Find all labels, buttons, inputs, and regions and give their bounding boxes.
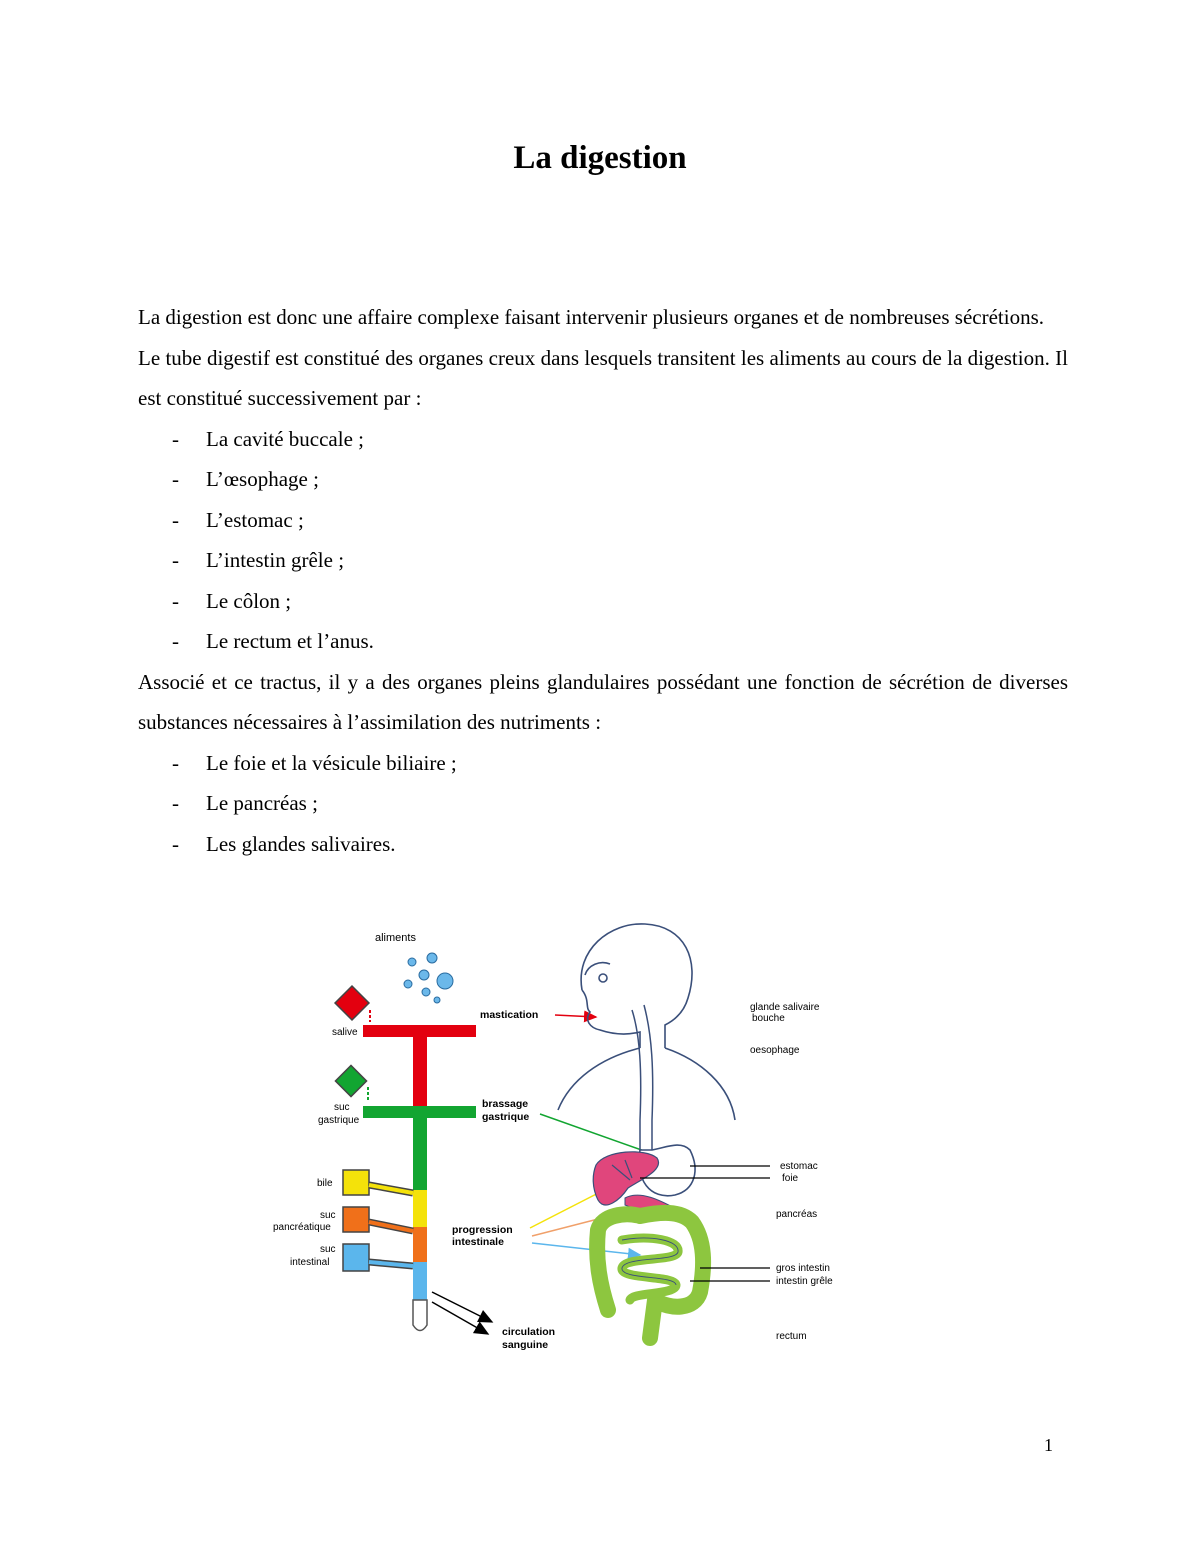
label-suc-pancreatique-2: pancréatique — [273, 1222, 331, 1233]
pointer-lines — [640, 1166, 770, 1281]
label-bouche: bouche — [752, 1013, 785, 1024]
page-number: 1 — [1044, 1435, 1053, 1455]
list-item: - Le foie et la vésicule biliaire ; — [172, 750, 457, 775]
label-bile: bile — [317, 1178, 333, 1189]
glands-paragraph: Associé et ce tractus, il y a des organes pleins glandulaires possédant une fonction de sécrétion de diverses substances nécessaires à l’assimilation des nutriments : — [138, 669, 1068, 734]
label-brassage-2: gastrique — [482, 1111, 530, 1123]
list-item: - L’estomac ; — [172, 507, 304, 532]
oesophagus-shape — [632, 1010, 641, 1160]
label-brassage-1: brassage — [482, 1098, 529, 1110]
list-item: - Le pancréas ; — [172, 791, 318, 815]
label-suc-gastrique-1: suc — [334, 1102, 350, 1113]
label-mastication: mastication — [480, 1009, 539, 1021]
label-foie: foie — [782, 1173, 799, 1184]
document-body — [138, 297, 1068, 864]
list-item: - La cavité buccale ; — [172, 426, 364, 451]
liver-shape — [593, 1152, 658, 1205]
label-circulation-1: circulation — [502, 1326, 556, 1338]
digestive-tube — [363, 1025, 476, 1331]
salive-gland — [335, 986, 370, 1022]
label-glande-salivaire: glande salivaire — [750, 1002, 820, 1013]
tube-digestif-list — [138, 419, 1068, 662]
label-suc-pancreatique-1: suc — [320, 1210, 336, 1221]
list-item: - Le rectum et l’anus. — [172, 629, 374, 653]
small-intestine-shape — [622, 1238, 678, 1300]
food-particles — [404, 953, 453, 1003]
large-intestine-shape — [597, 1213, 703, 1338]
label-circulation-2: sanguine — [502, 1339, 549, 1351]
list-item: - L’intestin grêle ; — [172, 548, 345, 572]
label-progression-2: intestinale — [452, 1236, 504, 1248]
diagram-arrows — [432, 1015, 678, 1334]
stomach-shape — [639, 1145, 695, 1196]
label-progression-1: progression — [452, 1224, 513, 1236]
list-item: - Le côlon ; — [172, 588, 292, 613]
gastric-gland — [335, 1065, 368, 1102]
glands-list — [138, 743, 1068, 865]
intro-paragraph-1: La digestion est donc une affaire complexe faisant intervenir plusieurs organes et de nombreuses sécrétions. — [138, 305, 1045, 329]
label-suc-intestinal-2: intestinal — [290, 1257, 330, 1268]
intestinal-container — [343, 1244, 413, 1271]
label-rectum: rectum — [776, 1331, 807, 1342]
pancreatic-container — [343, 1207, 413, 1232]
human-silhouette — [558, 924, 735, 1120]
label-suc-gastrique-2: gastrique — [318, 1115, 360, 1126]
bile-container — [343, 1170, 413, 1195]
pancreas-shape — [625, 1195, 678, 1215]
label-intestin-grele: intestin grêle — [776, 1276, 833, 1287]
label-gros-intestin: gros intestin — [776, 1263, 830, 1274]
label-salive: salive — [332, 1027, 358, 1038]
list-item: - L’œsophage ; — [172, 467, 319, 491]
label-oesophage: oesophage — [750, 1045, 800, 1056]
list-item: - Les glandes salivaires. — [172, 831, 396, 856]
label-aliments: aliments — [375, 932, 416, 944]
page-title: La digestion — [513, 140, 687, 176]
intro-paragraph-2: Le tube digestif est constitué des organes creux dans lesquels transitent les aliments au cours de la digestion. Il est constitué successivement par : — [138, 345, 1068, 410]
label-estomac: estomac — [780, 1161, 818, 1172]
label-suc-intestinal-1: suc — [320, 1244, 336, 1255]
label-pancreas: pancréas — [776, 1209, 818, 1220]
